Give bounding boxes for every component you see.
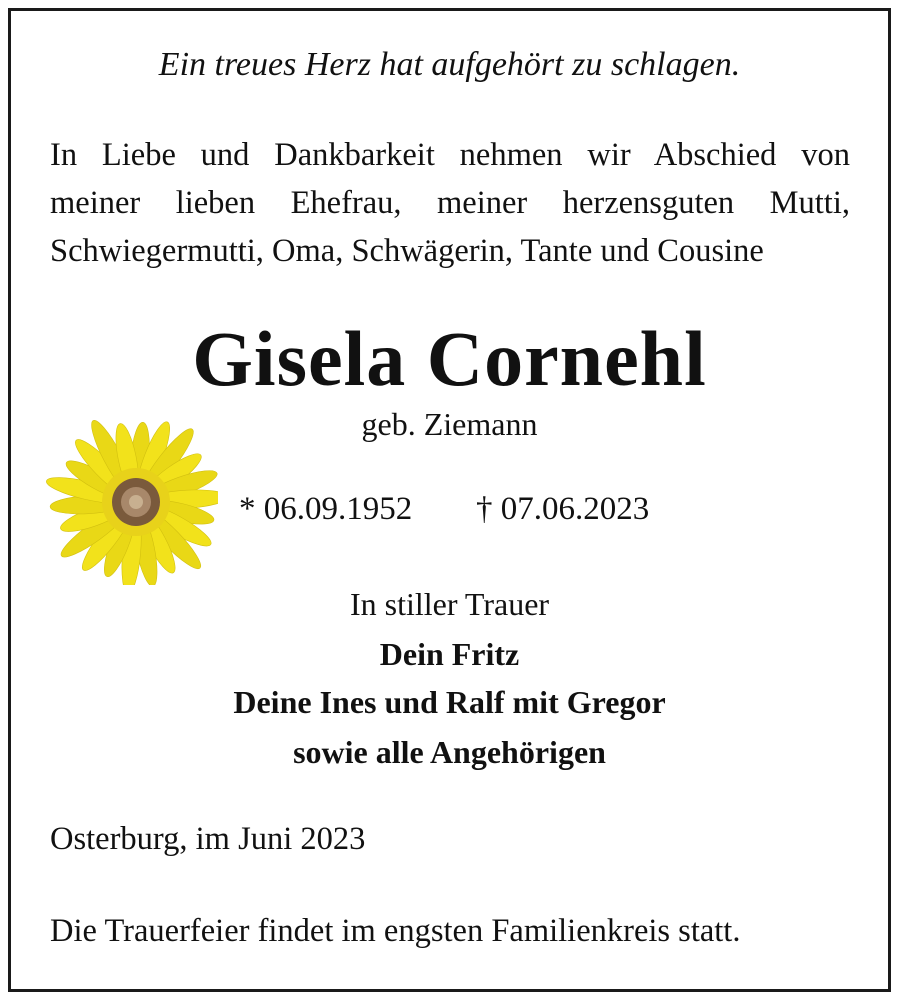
yellow-gerbera-flower-icon xyxy=(44,420,218,585)
birth-name: geb. Ziemann xyxy=(361,406,538,442)
motto: Ein treues Herz hat aufgehört zu schlagen. xyxy=(158,46,741,83)
deceased-name: Gisela Cornehl xyxy=(192,315,707,402)
flower-core-dot xyxy=(129,495,143,509)
mourner-line-1: Dein Fritz xyxy=(379,636,520,672)
funeral-note: Die Trauerfeier findet im engsten Familienkreis statt. xyxy=(50,913,741,949)
mourners-heading: In stiller Trauer xyxy=(349,586,550,622)
birth-date: * 06.09.1952 xyxy=(239,491,413,527)
intro-line-3: Schwiegermutti, Oma, Schwägerin, Tante und Cousine xyxy=(50,233,764,269)
intro-line-2: meiner lieben Ehefrau, meiner herzensguten Mutti, xyxy=(50,185,850,221)
intro-text xyxy=(50,131,850,275)
place-and-date: Osterburg, im Juni 2023 xyxy=(50,821,366,857)
intro-line-1: In Liebe und Dankbarkeit nehmen wir Abschied von xyxy=(50,137,850,173)
death-date: † 07.06.2023 xyxy=(476,491,650,527)
mourner-line-3: sowie alle Angehörigen xyxy=(293,734,606,770)
mourner-line-2: Deine Ines und Ralf mit Gregor xyxy=(233,684,666,720)
